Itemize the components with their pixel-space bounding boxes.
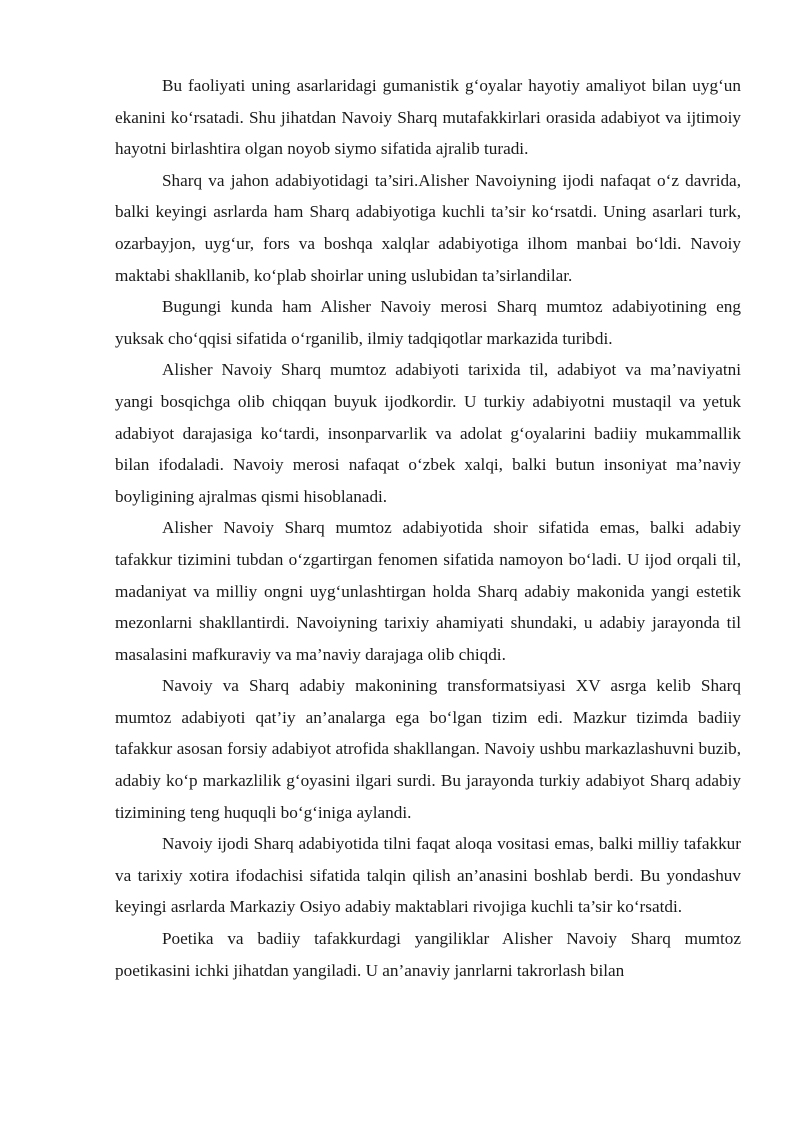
paragraph-3: Bugungi kunda ham Alisher Navoiy merosi Sharq mumtoz adabiyotining eng yuksak cho‘qqisi sifatida o‘rganilib, ilmiy tadqiqotlar markazida turibdi. (115, 297, 741, 348)
document-page (115, 70, 741, 986)
paragraph-6: Navoiy va Sharq adabiy makonining transformatsiyasi XV asrga kelib Sharq mumtoz adabiyoti qat’iy an’analarga ega bo‘lgan tizim edi. Mazkur tizimda badiiy tafakkur asosan forsiy adabiyot atrofida shakllangan. Navoiy ushbu markazlashuvni buzib, adabiy ko‘p markazlilik g‘oyasini ilgari surdi. Bu jarayonda turkiy adabiyot Sharq adabiy tizimining teng huquqli bo‘g‘iniga aylandi. (115, 676, 741, 822)
paragraph-4: Alisher Navoiy Sharq mumtoz adabiyoti tarixida til, adabiyot va ma’naviyatni yangi bosqichga olib chiqqan buyuk ijodkordir. U turkiy adabiyotni mustaqil va yetuk adabiyot darajasiga ko‘tardi, insonparvarlik va adolat g‘oyalarini badiiy mukammallik bilan ifodaladi. Navoiy merosi nafaqat o‘zbek xalqi, balki butun insoniyat ma’naviy boyligining ajralmas qismi hisoblanadi. (115, 360, 741, 506)
paragraph-7: Navoiy ijodi Sharq adabiyotida tilni faqat aloqa vositasi emas, balki milliy tafakkur va tarixiy xotira ifodachisi sifatida talqin qilish an’anasini boshlab berdi. Bu yondashuv keyingi asrlarda Markaziy Osiyo adabiy maktablari rivojiga kuchli ta’sir ko‘rsatdi. (115, 834, 741, 917)
paragraph-5: Alisher Navoiy Sharq mumtoz adabiyotida shoir sifatida emas, balki adabiy tafakkur tizimini tubdan o‘zgartirgan fenomen sifatida namoyon bo‘ladi. U ijod orqali til, madaniyat va milliy ongni uyg‘unlashtirgan holda Sharq adabiy makonida yangi estetik mezonlarni shakllantirdi. Navoiyning tarixiy ahamiyati shundaki, u adabiy jarayonda til masalasini mafkuraviy va ma’naviy darajaga olib chiqdi. (115, 518, 741, 664)
paragraph-8: Poetika va badiiy tafakkurdagi yangiliklar Alisher Navoiy Sharq mumtoz poetikasini ichki jihatdan yangiladi. U an’anaviy janrlarni takrorlash bilan (115, 929, 741, 980)
paragraph-1: Bu faoliyati uning asarlaridagi gumanistik g‘oyalar hayotiy amaliyot bilan uyg‘un ekanini ko‘rsatadi. Shu jihatdan Navoiy Sharq mutafakkirlari orasida adabiyot va ijtimoiy hayotni birlashtira olgan noyob siymo sifatida ajralib turadi. (115, 76, 741, 159)
paragraph-2: Sharq va jahon adabiyotidagi ta’siri.Alisher Navoiyning ijodi nafaqat o‘z davrida, balki keyingi asrlarda ham Sharq adabiyotiga kuchli ta’sir ko‘rsatdi. Uning asarlari turk, ozarbayjon, uyg‘ur, fors va boshqa xalqlar adabiyotiga ilhom manbai bo‘ldi. Navoiy maktabi shakllanib, ko‘plab shoirlar uning uslubidan ta’sirlandilar. (115, 170, 741, 285)
